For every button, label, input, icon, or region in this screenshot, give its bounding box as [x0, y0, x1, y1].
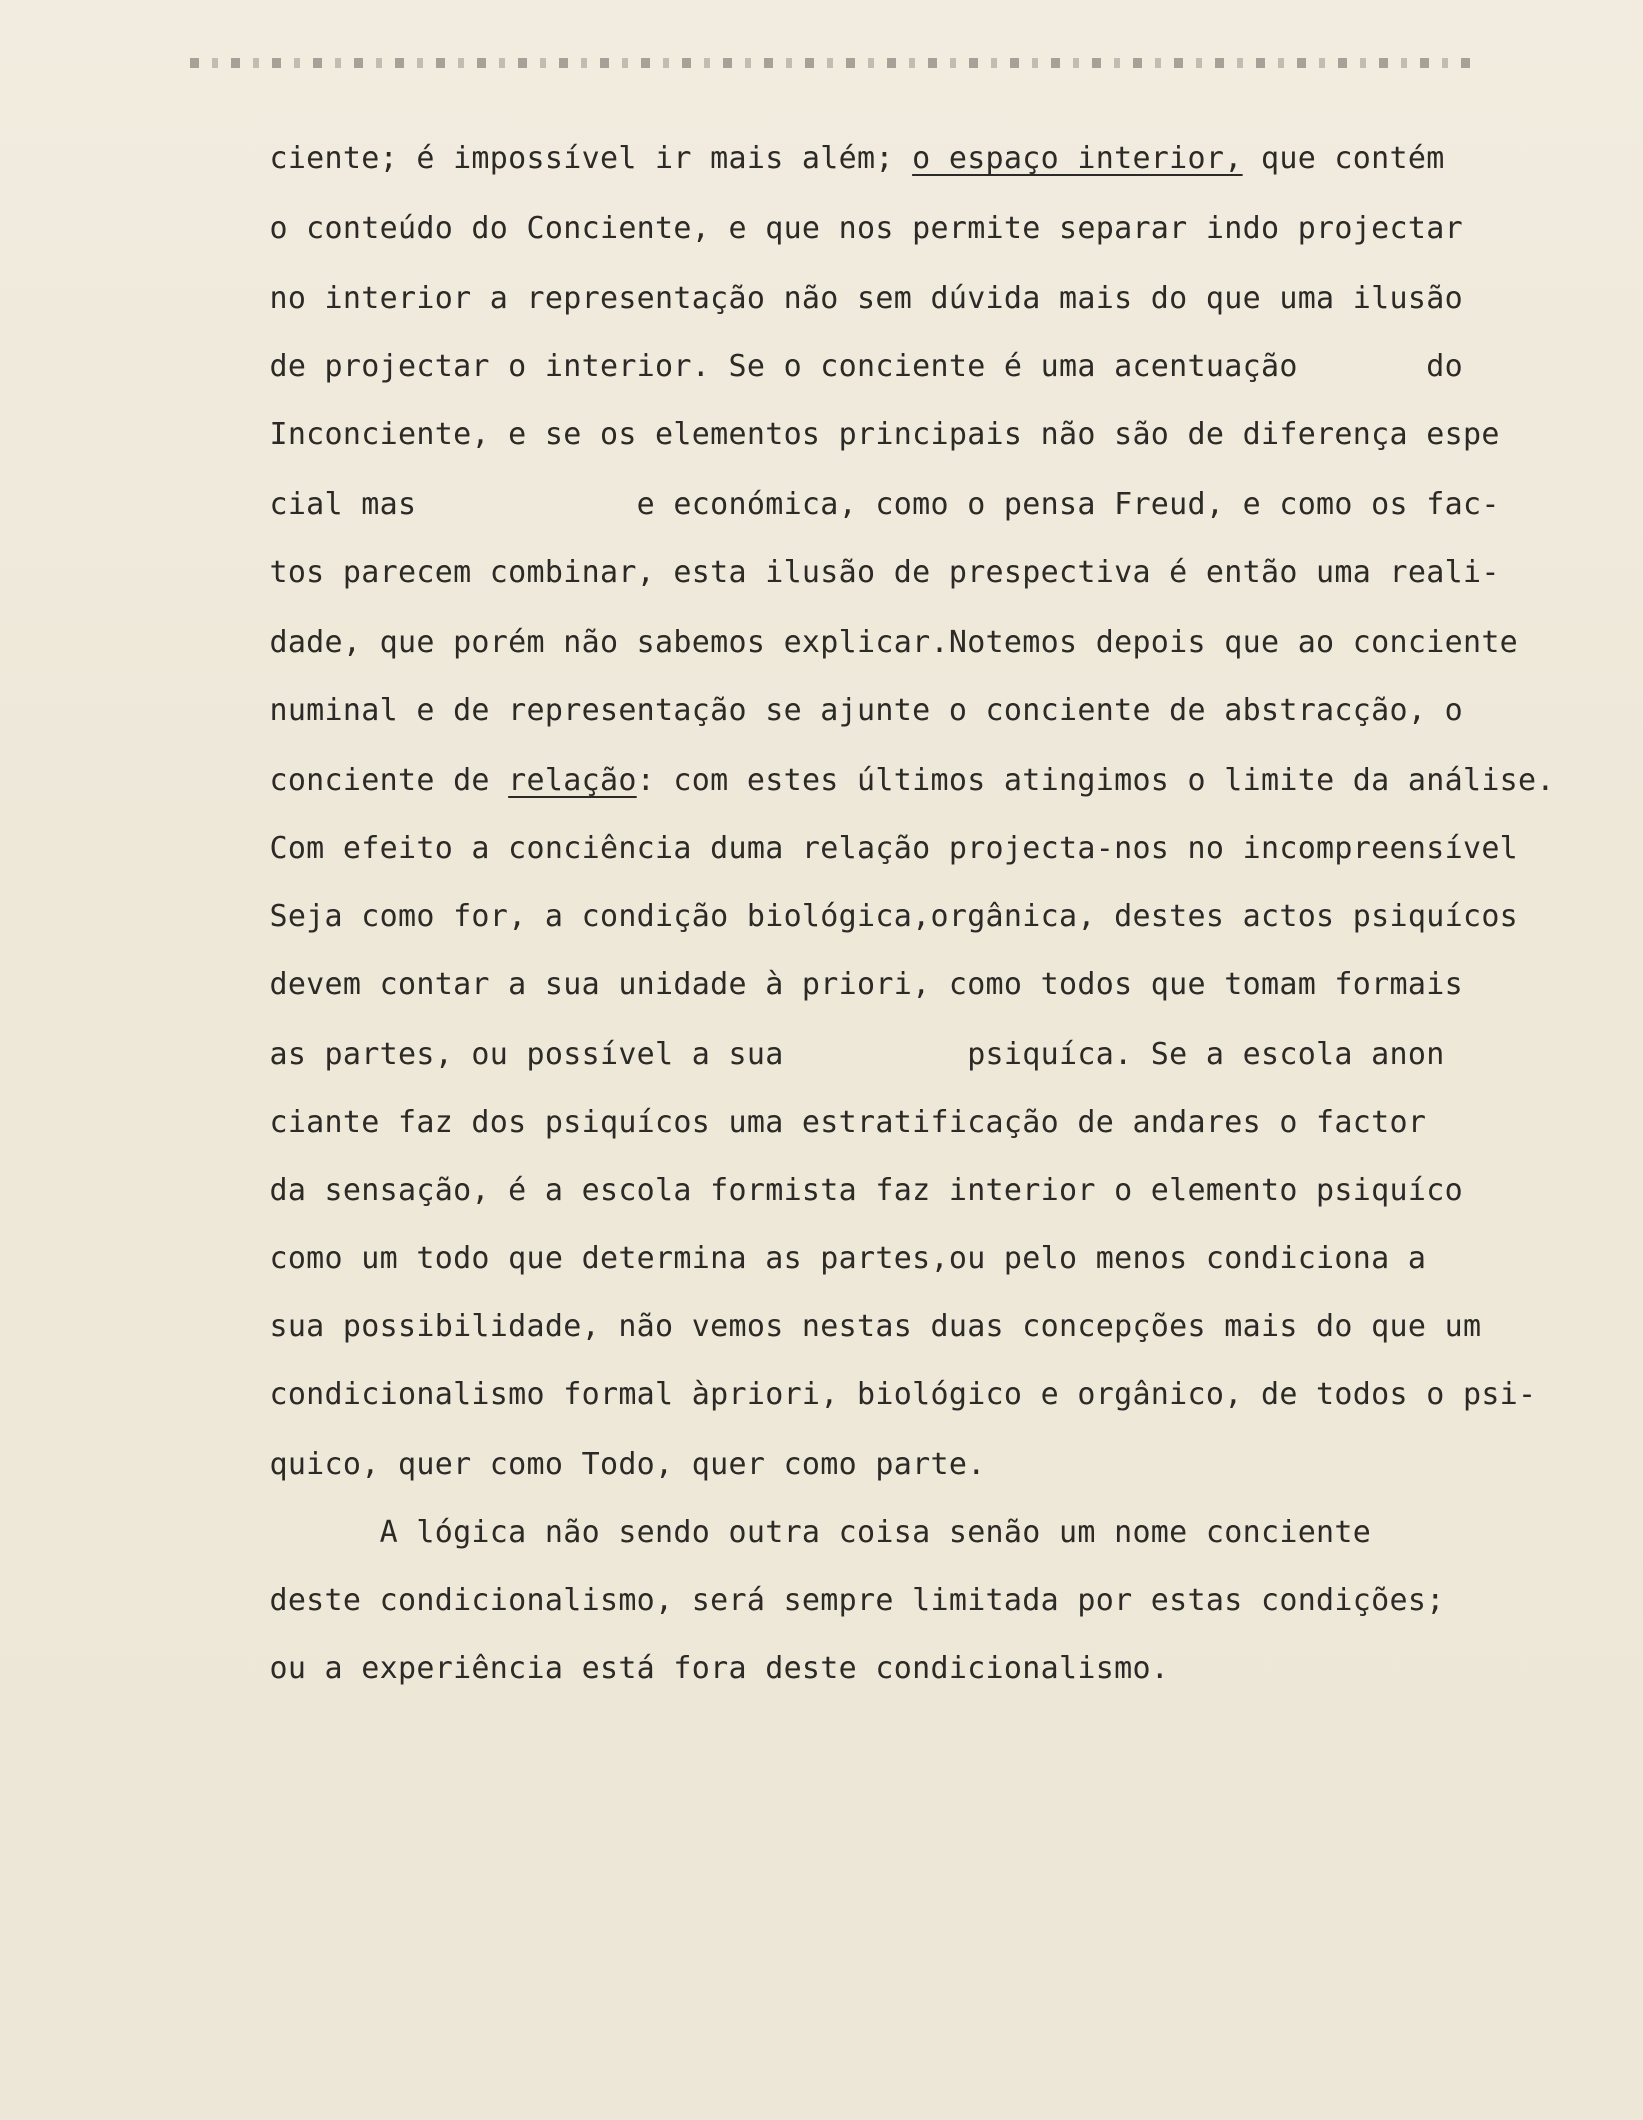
line-text: conciente de [269, 763, 509, 798]
line-text: tos parecem combinar, esta ilusão de prespectiva é então uma reali- [269, 555, 1500, 590]
line-text: como um todo que determina as partes,ou pelo menos condiciona a [269, 1241, 1427, 1276]
line-text: Inconciente, e se os elementos principais não são de diferença espe [269, 417, 1500, 452]
line-text: cial mas e económica, como o pensa Freud, e como os fac- [269, 487, 1500, 522]
line-text: deste condicionalismo, será sempre limitada por estas condições; [269, 1583, 1445, 1618]
text-line [196, 1618, 1169, 1720]
line-text: ciante faz dos psiquícos uma estratificação de andares o factor [269, 1105, 1427, 1140]
line-text: que contém [1242, 141, 1445, 176]
line-text: A lógica não sendo outra coisa senão um nome conciente [269, 1515, 1372, 1550]
line-text: as partes, ou possível a sua psiquíca. Se a escola anon [269, 1037, 1445, 1072]
line-text: ciente; é impossível ir mais além; [269, 141, 913, 176]
line-text: : com estes últimos atingimos o limite da análise. [636, 763, 1555, 798]
line-text: condicionalismo formal àpriori, biológico e orgânico, de todos o psi- [269, 1377, 1537, 1412]
line-text: numinal e de representação se ajunte o conciente de abstracção, o [269, 693, 1463, 728]
torn-edge-marks [190, 58, 1480, 68]
line-text: da sensação, é a escola formista faz interior o elemento psiquíco [269, 1173, 1463, 1208]
line-text: dade, que porém não sabemos explicar.Notemos depois que ao conciente [269, 625, 1519, 660]
line-text: Com efeito a conciência duma relação projecta-nos no incompreensível [269, 831, 1519, 866]
line-text: o conteúdo do Conciente, e que nos permite separar indo projectar [269, 211, 1463, 246]
underlined-text: relação [508, 763, 637, 798]
line-text: de projectar o interior. Se o conciente é uma acentuação do [269, 349, 1463, 384]
line-text: ou a experiência está fora deste condicionalismo. [269, 1651, 1170, 1686]
line-text: quico, quer como Todo, quer como parte. [269, 1447, 986, 1482]
line-text: sua possibilidade, não vemos nestas duas concepções mais do que um [269, 1309, 1482, 1344]
underlined-text: o espaço interior, [912, 141, 1243, 176]
line-text: no interior a representação não sem dúvida mais do que uma ilusão [269, 281, 1463, 316]
line-text: devem contar a sua unidade à priori, como todos que tomam formais [269, 967, 1463, 1002]
line-text: Seja como for, a condição biológica,orgânica, destes actos psiquícos [269, 899, 1519, 934]
